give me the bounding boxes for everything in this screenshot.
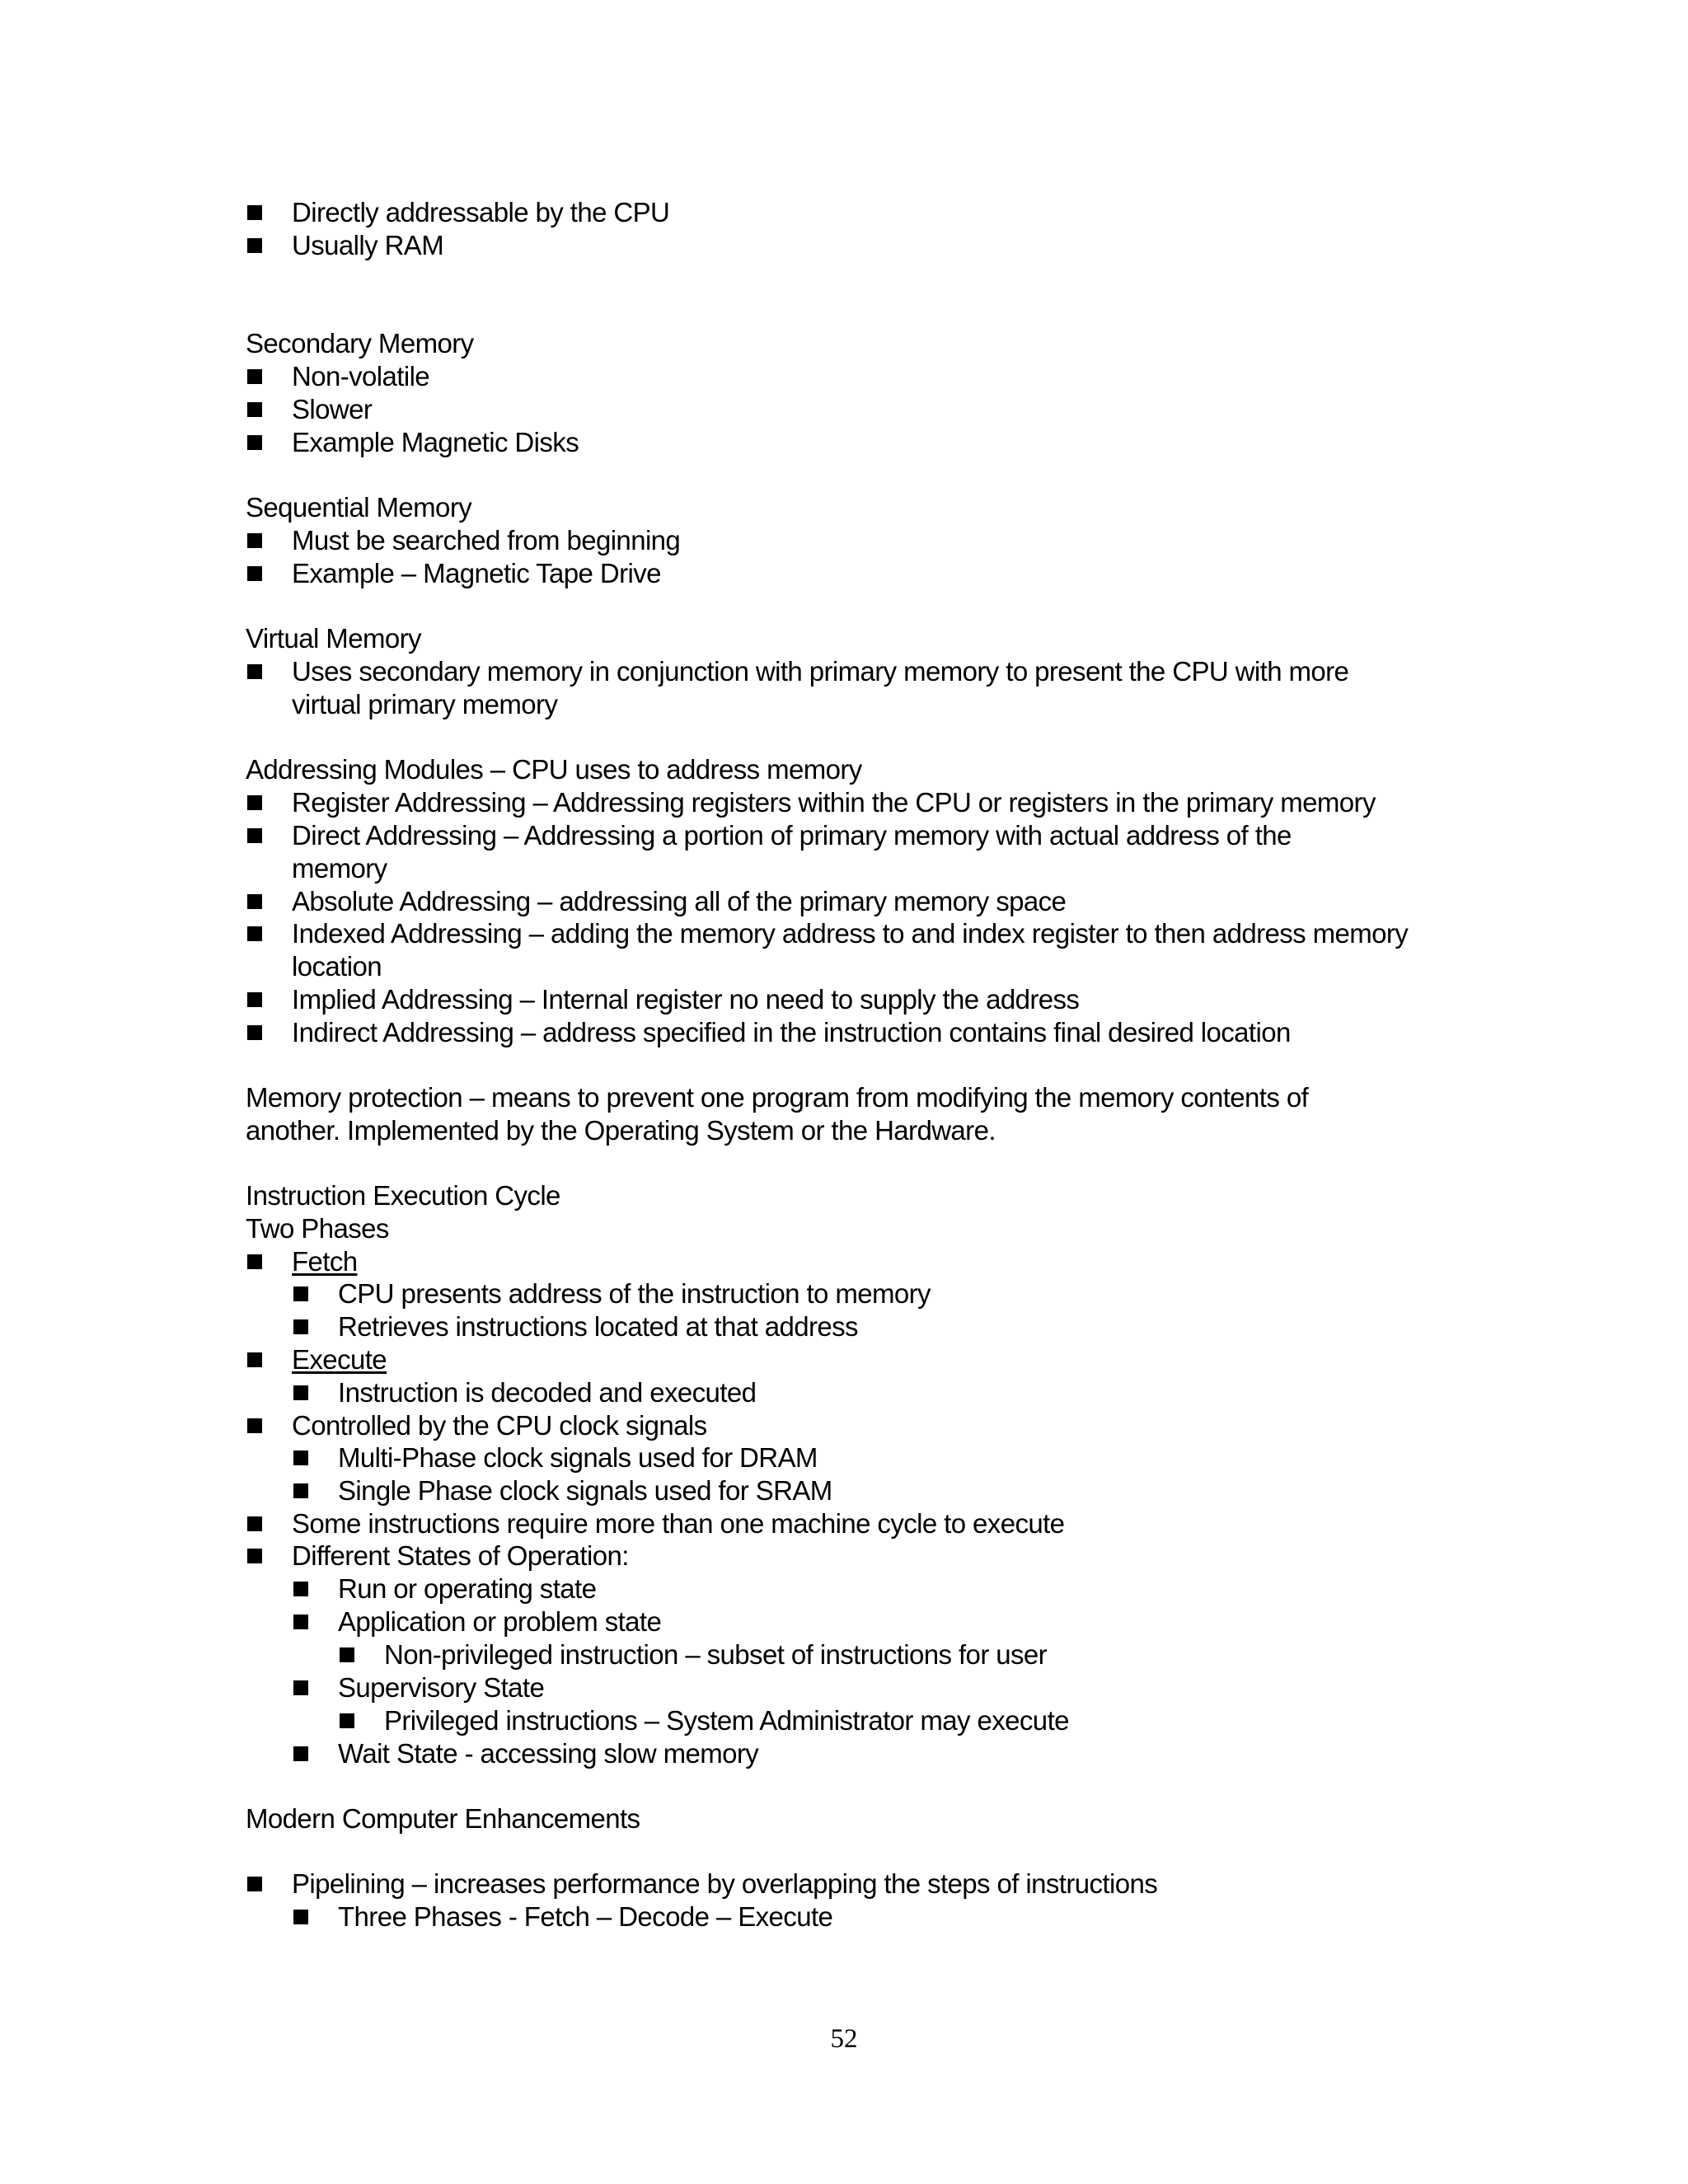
line-text: Modern Computer Enhancements bbox=[246, 1803, 640, 1834]
square-bullet-icon bbox=[293, 1746, 308, 1761]
line-text: memory bbox=[292, 853, 387, 883]
square-bullet-icon bbox=[293, 1483, 308, 1498]
square-bullet-icon bbox=[247, 1352, 262, 1367]
line-text: virtual primary memory bbox=[292, 689, 558, 719]
square-bullet-icon bbox=[293, 1385, 308, 1400]
square-bullet-icon bbox=[293, 1680, 308, 1695]
square-bullet-icon bbox=[247, 205, 262, 220]
square-bullet-icon bbox=[247, 795, 262, 810]
line-text: Instruction Execution Cycle bbox=[246, 1180, 560, 1211]
line-text: Example Magnetic Disks bbox=[292, 427, 579, 457]
line-text: Instruction is decoded and executed bbox=[338, 1377, 757, 1408]
line-text: Absolute Addressing – addressing all of the primary memory space bbox=[292, 886, 1067, 916]
square-bullet-icon bbox=[247, 828, 262, 843]
line-text: Multi-Phase clock signals used for DRAM bbox=[338, 1442, 818, 1473]
square-bullet-icon bbox=[293, 1286, 308, 1301]
line-text: Example – Magnetic Tape Drive bbox=[292, 558, 661, 588]
square-bullet-icon bbox=[293, 1451, 308, 1465]
square-bullet-icon bbox=[247, 533, 262, 548]
square-bullet-icon bbox=[247, 566, 262, 581]
line-text: Run or operating state bbox=[338, 1573, 597, 1604]
line-text: Application or problem state bbox=[338, 1606, 662, 1637]
line-text: Addressing Modules – CPU uses to address memory bbox=[246, 754, 862, 785]
line-text: Directly addressable by the CPU bbox=[292, 197, 670, 227]
line-text: another. Implemented by the Operating System or the Hardware. bbox=[246, 1115, 996, 1146]
line-text: Slower bbox=[292, 394, 373, 424]
square-bullet-icon bbox=[247, 1877, 262, 1891]
square-bullet-icon bbox=[247, 435, 262, 450]
line-text: Single Phase clock signals used for SRAM bbox=[338, 1475, 832, 1506]
line-text: Privileged instructions – System Administrator may execute bbox=[384, 1705, 1069, 1736]
square-bullet-icon bbox=[247, 992, 262, 1007]
page-number: 52 bbox=[830, 2024, 858, 2054]
line-text: Non-volatile bbox=[292, 361, 430, 391]
line-text: Must be searched from beginning bbox=[292, 525, 681, 555]
square-bullet-icon bbox=[293, 1910, 308, 1924]
line-text: Retrieves instructions located at that address bbox=[338, 1311, 858, 1342]
line-text: Indirect Addressing – address specified in the instruction contains final desired location bbox=[292, 1017, 1291, 1047]
square-bullet-icon bbox=[247, 926, 262, 941]
line-text: Supervisory State bbox=[338, 1672, 545, 1703]
line-text: Virtual Memory bbox=[246, 623, 421, 654]
square-bullet-icon bbox=[340, 1647, 354, 1662]
line-text: Register Addressing – Addressing registers within the CPU or registers in the primary memory bbox=[292, 787, 1376, 818]
square-bullet-icon bbox=[247, 1516, 262, 1531]
square-bullet-icon bbox=[247, 664, 262, 679]
line-text: Implied Addressing – Internal register no need to supply the address bbox=[292, 984, 1080, 1015]
square-bullet-icon bbox=[247, 1254, 262, 1269]
line-text: Two Phases bbox=[246, 1213, 389, 1244]
line-text: Fetch bbox=[292, 1246, 358, 1277]
line-text: Non-privileged instruction – subset of instructions for user bbox=[384, 1639, 1048, 1670]
square-bullet-icon bbox=[340, 1713, 354, 1728]
square-bullet-icon bbox=[293, 1319, 308, 1334]
line-text: Wait State - accessing slow memory bbox=[338, 1738, 759, 1769]
square-bullet-icon bbox=[247, 238, 262, 253]
line-text: Secondary Memory bbox=[246, 328, 474, 359]
line-text: Different States of Operation: bbox=[292, 1540, 629, 1571]
line-text: location bbox=[292, 951, 382, 982]
line-text: Sequential Memory bbox=[246, 492, 472, 523]
line-text: Indexed Addressing – adding the memory address to and index register to then address memory bbox=[292, 918, 1409, 949]
line-text: Direct Addressing – Addressing a portion of primary memory with actual address of the bbox=[292, 820, 1292, 851]
line-text: Controlled by the CPU clock signals bbox=[292, 1410, 707, 1441]
square-bullet-icon bbox=[247, 1549, 262, 1563]
square-bullet-icon bbox=[293, 1582, 308, 1596]
square-bullet-icon bbox=[247, 1418, 262, 1433]
line-text: Pipelining – increases performance by overlapping the steps of instructions bbox=[292, 1868, 1158, 1899]
square-bullet-icon bbox=[293, 1615, 308, 1629]
line-text: CPU presents address of the instruction to memory bbox=[338, 1278, 931, 1309]
square-bullet-icon bbox=[247, 894, 262, 909]
line-text: Some instructions require more than one machine cycle to execute bbox=[292, 1508, 1065, 1539]
line-text: Three Phases - Fetch – Decode – Execute bbox=[338, 1901, 833, 1932]
square-bullet-icon bbox=[247, 402, 262, 417]
square-bullet-icon bbox=[247, 369, 262, 384]
line-text: Usually RAM bbox=[292, 230, 444, 260]
square-bullet-icon bbox=[247, 1025, 262, 1040]
line-text: Uses secondary memory in conjunction with primary memory to present the CPU with more bbox=[292, 656, 1349, 687]
line-text: Execute bbox=[292, 1344, 387, 1375]
line-text: Memory protection – means to prevent one program from modifying the memory contents of bbox=[246, 1082, 1309, 1113]
